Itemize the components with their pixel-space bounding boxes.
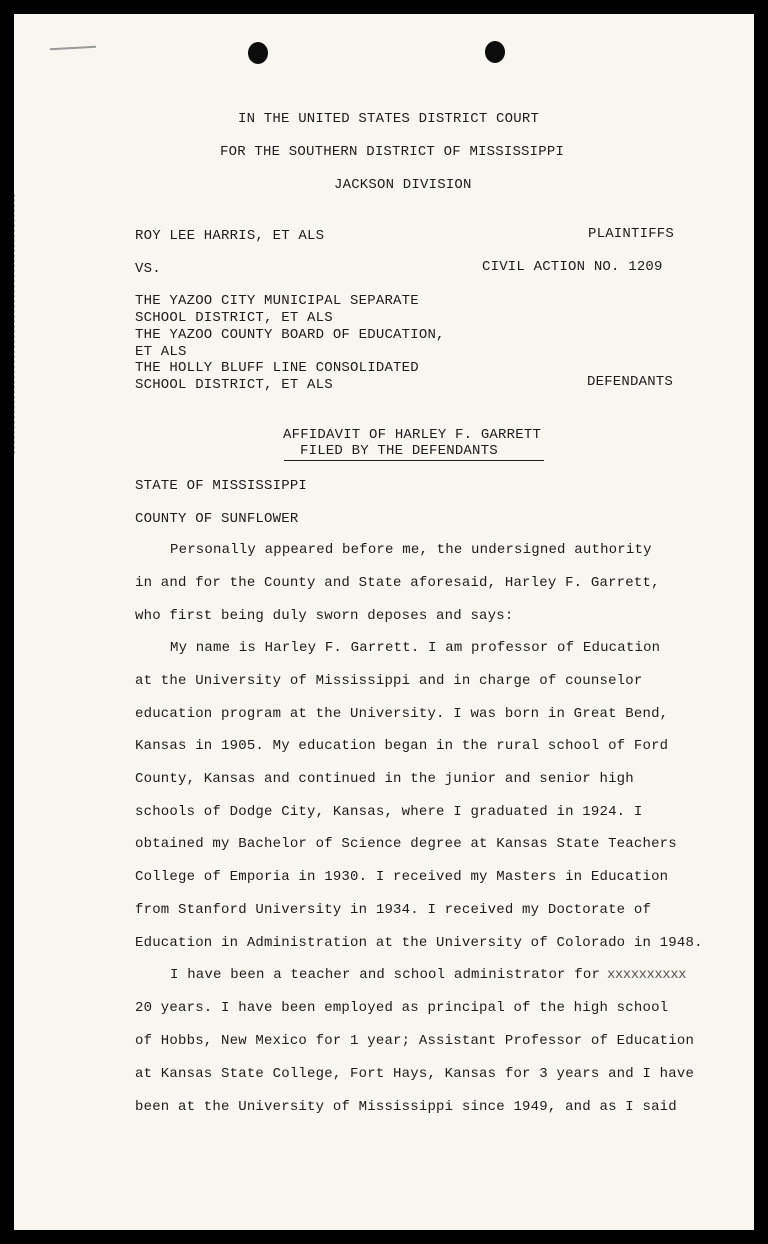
- body-line: at the University of Mississippi and in charge of counselor: [135, 673, 643, 689]
- body-line: from Stanford University in 1934. I received my Doctorate of: [135, 902, 652, 918]
- defendant-line: THE HOLLY BLUFF LINE CONSOLIDATED: [135, 360, 419, 376]
- affidavit-subtitle: FILED BY THE DEFENDANTS: [284, 443, 544, 461]
- plaintiff-name: ROY LEE HARRIS, ET ALS: [135, 228, 325, 244]
- court-heading-line1: IN THE UNITED STATES DISTRICT COURT: [238, 111, 540, 127]
- venue-county: COUNTY OF SUNFLOWER: [135, 511, 299, 527]
- body-line: Kansas in 1905. My education began in the rural school of Ford: [135, 738, 669, 754]
- punch-hole-left: [248, 42, 268, 64]
- body-line: in and for the County and State aforesaid, Harley F. Garrett,: [135, 575, 660, 591]
- body-line: 20 years. I have been employed as principal of the high school: [135, 1000, 669, 1016]
- defendant-line: SCHOOL DISTRICT, ET ALS: [135, 310, 333, 326]
- body-line: Education in Administration at the University of Colorado in 1948.: [135, 935, 703, 951]
- defendant-role: DEFENDANTS: [587, 374, 674, 390]
- versus: VS.: [135, 261, 161, 277]
- civil-action-number: CIVIL ACTION NO. 1209: [482, 259, 663, 275]
- defendant-line: SCHOOL DISTRICT, ET ALS: [135, 377, 333, 393]
- court-heading-line3: JACKSON DIVISION: [334, 177, 472, 193]
- defendant-line: ET ALS: [135, 344, 187, 360]
- venue-state: STATE OF MISSISSIPPI: [135, 478, 308, 494]
- defendant-line: THE YAZOO COUNTY BOARD OF EDUCATION,: [135, 327, 445, 343]
- affidavit-title: AFFIDAVIT OF HARLEY F. GARRETT: [283, 427, 542, 443]
- punch-hole-right: [485, 41, 505, 63]
- body-line: My name is Harley F. Garrett. I am professor of Education: [170, 640, 661, 656]
- body-line: schools of Dodge City, Kansas, where I graduated in 1924. I: [135, 804, 643, 820]
- body-line: I have been a teacher and school administrator for: [170, 967, 601, 983]
- body-line: Personally appeared before me, the undersigned authority: [170, 542, 652, 558]
- court-heading-line2: FOR THE SOUTHERN DISTRICT OF MISSISSIPPI: [220, 144, 565, 160]
- plaintiff-role: PLAINTIFFS: [588, 226, 675, 242]
- pen-mark: [50, 46, 96, 50]
- body-line: education program at the University. I was born in Great Bend,: [135, 706, 669, 722]
- body-line: College of Emporia in 1930. I received my Masters in Education: [135, 869, 669, 885]
- body-line: been at the University of Mississippi since 1949, and as I said: [135, 1099, 677, 1115]
- margin-marks: [14, 194, 18, 454]
- body-line: at Kansas State College, Fort Hays, Kansas for 3 years and I have: [135, 1066, 695, 1082]
- body-line: obtained my Bachelor of Science degree at Kansas State Teachers: [135, 836, 677, 852]
- body-line: County, Kansas and continued in the junior and senior high: [135, 771, 634, 787]
- struck-out-text: xxxxxxxxxx: [607, 967, 687, 983]
- body-line: of Hobbs, New Mexico for 1 year; Assistant Professor of Education: [135, 1033, 695, 1049]
- body-line: who first being duly sworn deposes and says:: [135, 608, 514, 624]
- defendant-line: THE YAZOO CITY MUNICIPAL SEPARATE: [135, 293, 419, 309]
